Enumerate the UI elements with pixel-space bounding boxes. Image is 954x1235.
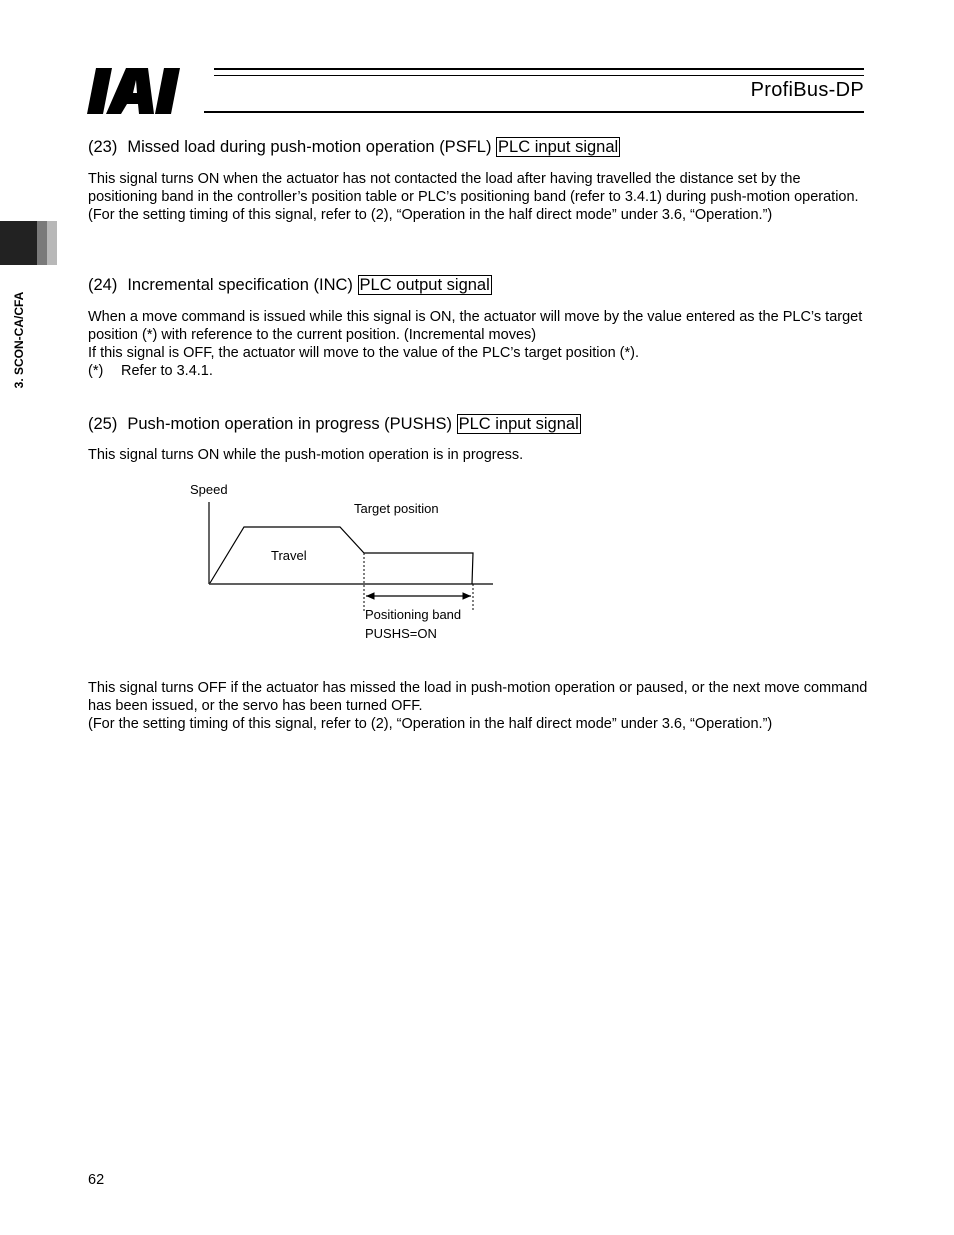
signal-type-badge: PLC input signal — [458, 415, 579, 433]
page-number: 62 — [88, 1172, 105, 1188]
paragraph: This signal turns ON when the actuator has not contacted the load after having travelled the distance set by the positioning band in the controller’s position table or PLC’s positioning band (refer to 3.4.1) during push-motion operation. — [88, 171, 859, 205]
chapter-tab-shade-light — [47, 221, 57, 265]
section-number: (25) — [88, 415, 118, 433]
paragraph: (For the setting timing of this signal, refer to (2), “Operation in the half direct mode” under 3.6, “Operation.”) — [88, 716, 773, 732]
chapter-label: 3. SCON-CA/CFA — [12, 291, 26, 389]
speed-label: Speed — [190, 482, 228, 497]
paragraph: This signal turns OFF if the actuator has missed the load in push-motion operation or paused, or the next move command has been issued, or the servo has been turned OFF. — [88, 680, 868, 714]
speed-profile-line — [210, 527, 473, 584]
chapter-tab — [0, 221, 37, 265]
travel-label: Travel — [271, 548, 307, 563]
section-body-pushs — [88, 446, 868, 464]
footnote-mark: (*) — [88, 363, 104, 379]
section-body-psfl — [88, 170, 868, 224]
footnote-text: Refer to 3.4.1. — [121, 363, 213, 379]
section-number: (24) — [88, 276, 118, 294]
header-rule-top — [214, 68, 864, 70]
paragraph: This signal turns ON while the push-motion operation is in progress. — [88, 447, 524, 463]
section-title-inc — [88, 276, 492, 295]
chapter-tab-shade — [37, 221, 47, 265]
paragraph: If this signal is OFF, the actuator will move to the value of the PLC’s target position (*). — [88, 345, 639, 361]
header-rule-top-thin — [214, 75, 864, 76]
signal-type-badge: PLC output signal — [359, 276, 490, 294]
paragraph: (For the setting timing of this signal, refer to (2), “Operation in the half direct mode” under 3.6, “Operation.”) — [88, 207, 773, 223]
footnote — [88, 362, 868, 380]
paragraph: When a move command is issued while this signal is ON, the actuator will move by the value entered as the PLC’s target position (*) with reference to the current position. (Incremental moves) — [88, 309, 863, 343]
pushs-state-label: PUSHS=ON — [365, 626, 437, 641]
section-title-psfl — [88, 138, 620, 157]
signal-type-badge: PLC input signal — [498, 138, 619, 156]
section-number: (23) — [88, 138, 118, 156]
section-title-pushs — [88, 415, 581, 434]
target-position-label: Target position — [354, 501, 439, 516]
push-motion-speed-diagram — [180, 476, 510, 656]
section-body-inc — [88, 308, 868, 380]
product-name: ProfiBus-DP — [750, 79, 864, 101]
section-heading: Missed load during push-motion operation (PSFL) — [127, 138, 492, 156]
section-body-pushs-off — [88, 679, 868, 733]
section-heading: Incremental specification (INC) — [127, 276, 353, 294]
positioning-band-label: Positioning band — [365, 607, 462, 622]
iai-logo — [86, 66, 206, 116]
header-rule-bottom — [204, 111, 864, 113]
section-heading: Push-motion operation in progress (PUSHS) — [127, 415, 452, 433]
